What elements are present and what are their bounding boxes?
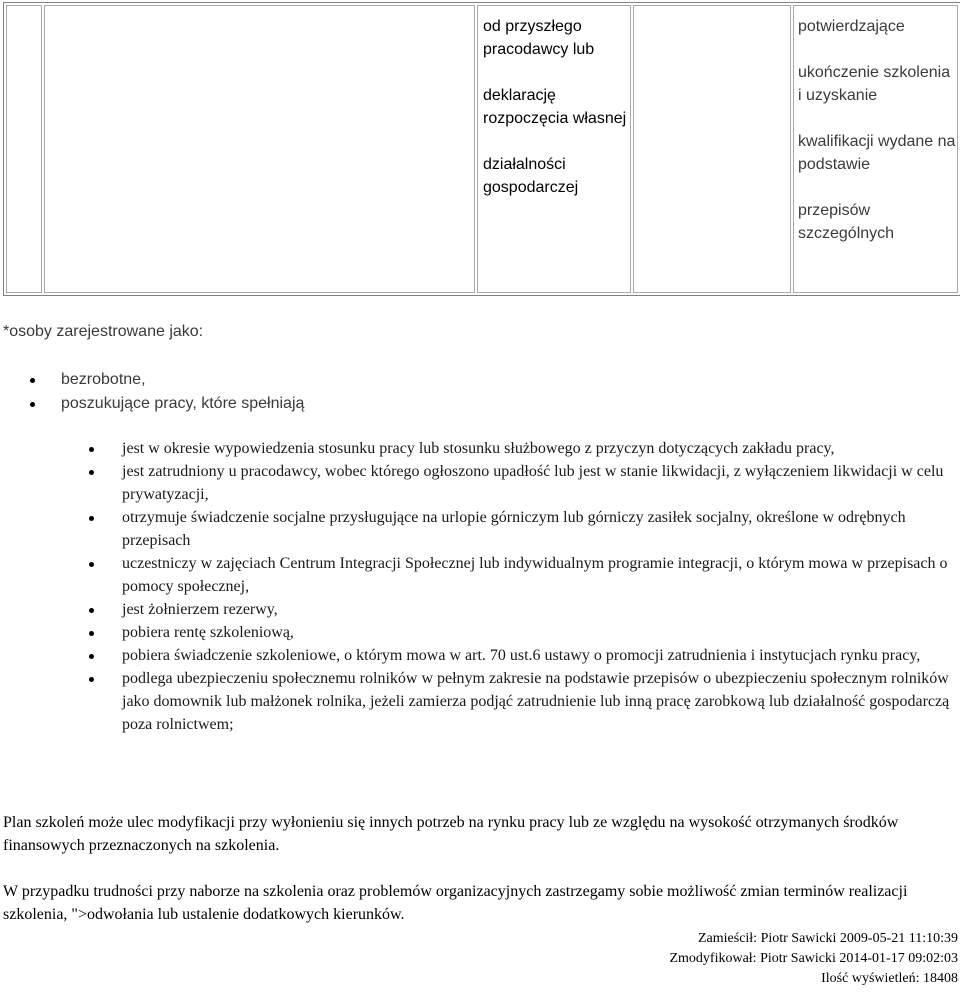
requirements-table [3, 2, 960, 296]
cell-paragraph: potwierdzające [798, 18, 905, 35]
modified-by: Zmodyfikował: Piotr Sawicki 2014-01-17 09:02:03 [669, 951, 958, 966]
cell-paragraph: ukończenie szkolenia i uzyskanie [798, 64, 951, 104]
cell-paragraph: od przyszłego pracodawcy lub [483, 18, 595, 58]
list-item: jest w okresie wypowiedzenia stosunku pracy lub stosunku służbowego z przyczyn dotyczących zakładu pracy, [0, 437, 955, 460]
cell-paragraph: deklarację rozpoczęcia własnej [483, 87, 627, 127]
view-count: Ilość wyświetleń: 18408 [821, 971, 958, 986]
table-cell-certificate [793, 5, 958, 293]
registration-status-list [0, 368, 304, 416]
recruitment-difficulties-note: W przypadku trudności przy naborze na szkolenia oraz problemów organizacyjnych zastrzegamy sobie możliwość zmian terminów realizacji szkolenia, ">odwołania lub ustalenie dodatkowych kierunków. [3, 883, 908, 923]
list-item: pobiera świadczenie szkoleniowe, o którym mowa w art. 70 ust.6 ustawy o promocji zatrudnienia i instytucjach rynku pracy, [0, 644, 955, 667]
list-item: uczestniczy w zajęciach Centrum Integracji Społecznej lub indywidualnym programie integracji, o którym mowa w przepisach o pomocy społecznej, [0, 552, 955, 598]
training-plan-note: Plan szkoleń może ulec modyfikacji przy wyłonieniu się innych potrzeb na rynku pracy lub ze względu na wysokość otrzymanych środków finansowych przeznaczonych na szkolenia. [3, 814, 899, 854]
cell-paragraph: przepisów szczególnych [798, 202, 895, 242]
table-row [6, 5, 958, 293]
list-item: jest żołnierzem rezerwy, [0, 598, 955, 621]
table-cell-empty [44, 5, 475, 293]
registered-persons-intro: *osoby zarejestrowane jako: [3, 323, 204, 340]
list-item: pobiera rentę szkoleniową, [0, 621, 955, 644]
list-item: poszukujące pracy, które spełniają [0, 392, 304, 416]
list-item: podlega ubezpieczeniu społecznemu rolników w pełnym zakresie na podstawie przepisów o ubezpieczeniu społecznym rolników jako domownik lub małżonek rolnika, jeżeli zamierza podjąć zatrudnienie lub inną pracę zarobkową lub działalność gospodarczą poza rolnictwem; [0, 667, 955, 736]
cell-paragraph: działalności gospodarczej [483, 156, 579, 196]
posted-by: Zamieścił: Piotr Sawicki 2009-05-21 11:10:39 [697, 931, 958, 946]
table-cell-document-source [477, 5, 631, 293]
article-footer [669, 929, 958, 989]
cell-paragraph: kwalifikacji wydane na podstawie [798, 133, 956, 173]
eligibility-conditions-list [0, 437, 955, 736]
table-cell-empty [6, 5, 42, 293]
table-cell-empty [633, 5, 791, 293]
list-item: otrzymuje świadczenie socjalne przysługujące na urlopie górniczym lub górniczy zasiłek socjalny, określone w odrębnych przepisach [0, 506, 955, 552]
list-item: bezrobotne, [0, 368, 304, 392]
list-item: jest zatrudniony u pracodawcy, wobec którego ogłoszono upadłość lub jest w stanie likwidacji, z wyłączeniem likwidacji w celu prywatyzacji, [0, 460, 955, 506]
